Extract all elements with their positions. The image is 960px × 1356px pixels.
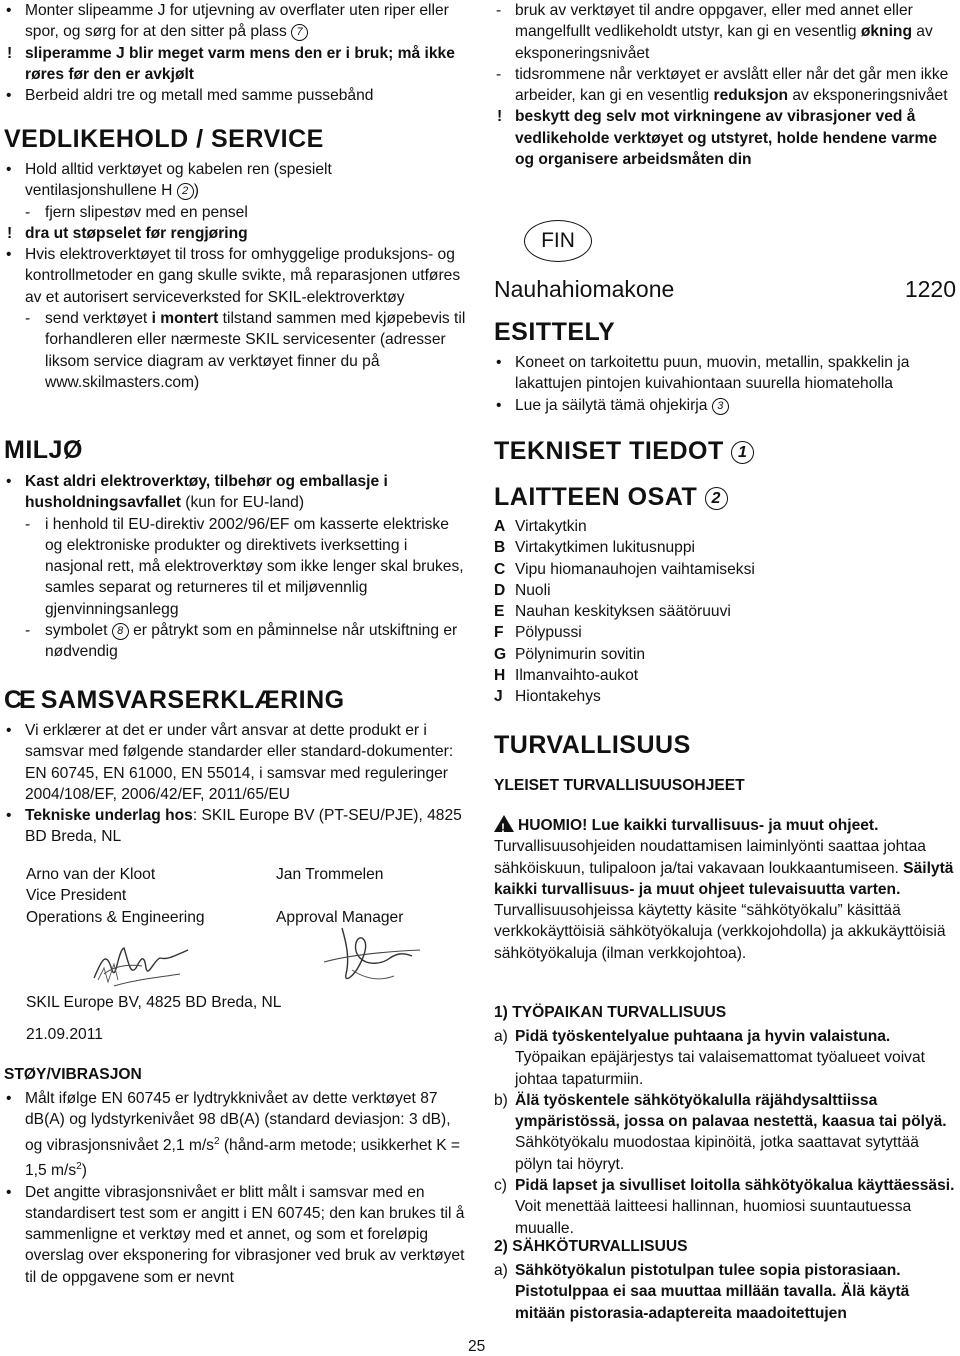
list-item: - i henhold til EU-direktiv 2002/96/EF om kasserte elektriske og elektroniske produkter og direktivets iverksetting i nasjonal rett, må elektroverktøy som ikke lenger skal brukes, samles separat og returneres til et miljøvennlig gjenvinningsanlegg xyxy=(25,515,464,618)
section-heading-safety: TURVALLISUUS xyxy=(494,731,691,759)
list-item: a) Sähkötyökalun pistotulpan tulee sopia pistorasiaan. Pistotulppaa ei saa muuttaa millään tavalla. Älä käytä mitään pistorasia-adaptereita maadoitettujen xyxy=(494,1262,910,1322)
warning-item: ! sliperamme J blir meget varm mens den er i bruk; må ikke røres før den er avkjølt xyxy=(7,44,455,83)
part-item: C Vipu hiomanauhojen vaihtamiseksi xyxy=(494,560,755,578)
list-item: - tidsrommene når verktøyet er avslått eller når det går men ikke arbeider, kan gi en vesentlig reduksjon av eksponeringsnivået xyxy=(496,65,949,105)
subheading-electrical: 2) SÄHKÖTURVALLISUUS xyxy=(494,1238,688,1255)
part-item: B Virtakytkimen lukitusnuppi xyxy=(494,539,695,557)
part-item: F Pölypussi xyxy=(494,624,582,642)
list-item: • Hvis elektroverktøyet til tross for omhyggelige produksjons- og kontrollmetoder en gang skulle svikte, må reparasjonen utføres av et autorisert serviceverksted for SKIL-elektroverktøy xyxy=(4,244,466,308)
subheading-work-area: 1) TYÖPAIKAN TURVALLISUUS xyxy=(494,1004,727,1021)
product-title-row xyxy=(494,276,956,303)
signatory-2: Jan Trommelen Approval Manager xyxy=(276,866,404,926)
warning-triangle-icon xyxy=(494,815,514,832)
section-heading-tech: TEKNISET TIEDOT 1 xyxy=(494,437,754,466)
list-item: • Koneet on tarkoitettu puun, muovin, metallin, spakkelin ja lakattujen pintojen kuivahiontaan suurella hiomateholla xyxy=(494,352,956,395)
part-item: E Nauhan keskityksen säätöruuvi xyxy=(494,603,731,621)
section-heading-declaration: CE SAMSVARSERKLÆRING xyxy=(4,686,345,714)
signature-2 xyxy=(316,922,426,992)
safety-warning-paragraph: !HUOMIO! Lue kaikki turvallisuus- ja muut ohjeet. Turvallisuusohjeiden noudattamisen laiminlyönti saattaa johtaa sähköiskuun, tulipaloon ja/tai vakavaan loukkaantumiseen. Säilytä kaikki turvallisuus- ja muut ohjeet tulevaisuutta varten. Turvallisuusohjeissa käytetty käsite “sähkötyökalu” käsittää verkkokäyttöisiä sähkötyökaluja (verkkojohdolla) ja akkukäyttöisiä sähkötyökaluja (ilman verkkojohtoa). xyxy=(494,815,956,964)
warning-item: ! beskytt deg selv mot virkningene av vibrasjoner ved å vedlikeholde verktøyet og utstyret, holde hendene varme og organisere arbeidsmåten din xyxy=(497,108,938,169)
product-title: Nauhahiomakone xyxy=(494,276,675,302)
section-heading-intro: ESITTELY xyxy=(494,318,616,346)
list-item: a) Pidä työskentelyalue puhtaana ja hyvin valaistuna. Työpaikan epäjärjestys tai valaisemattomat työalueet voivat johtaa tapaturmiin. xyxy=(494,1028,925,1088)
list-item: • Berbeid aldri tre og metall med samme pussebånd xyxy=(4,85,466,106)
warning-item: ! dra ut støpselet før rengjøring xyxy=(7,224,248,242)
list-item: • Tekniske underlag hos: SKIL Europe BV (PT-SEU/PJE), 4825 BD Breda, NL xyxy=(4,805,466,848)
list-item: • Kast aldri elektroverktøy, tilbehør og emballasje i husholdningsavfallet (kun for EU-land) xyxy=(4,471,466,514)
company-address: SKIL Europe BV, 4825 BD Breda, NL xyxy=(26,994,282,1011)
list-item: - send verktøyet i montert tilstand sammen med kjøpebevis til forhandleren eller nærmeste SKIL servicesenter (adresser liksom service diagram av verktøyet finner du på www.skilmasters.com) xyxy=(25,310,466,391)
list-item: • Monter slipeamme J for utjevning av overflater uten riper eller spor, og sørg for at den sitter på plass 7 xyxy=(4,0,466,43)
language-badge: FIN xyxy=(524,220,592,262)
part-item: D Nuoli xyxy=(494,581,551,599)
list-item: - fjern slipestøv med en pensel xyxy=(25,203,248,221)
list-item: - symbolet 8 er påtrykt som en påminnelse når utskiftning er nødvendig xyxy=(25,622,458,661)
list-item: b) Älä työskentele sähkötyökalulla räjähdysalttiissa ympäristössä, jossa on palavaa nestettä, kaasua tai pölyä. Sähkötyökalu muodostaa kipinöitä, jotka saattavat sytyttää pölyn tai höyryt. xyxy=(494,1091,947,1173)
section-heading-parts: LAITTEEN OSAT 2 xyxy=(494,483,728,512)
page-number: 25 xyxy=(468,1338,486,1355)
signature-1 xyxy=(84,930,194,992)
part-item: G Pölynimurin sovitin xyxy=(494,645,645,663)
list-item: • Lue ja säilytä tämä ohjekirja 3 xyxy=(494,395,956,416)
ce-mark: CE xyxy=(4,686,33,714)
ref-circle: 7 xyxy=(291,24,308,41)
subheading-general-safety: YLEISET TURVALLISUUSOHJEET xyxy=(494,777,745,794)
list-item: • Det angitte vibrasjonsnivået er blitt målt i samsvar med en standardisert test som er angitt i EN 60745; den kan brukes til å sammenligne et verktøy med et annet, og som et foreløpig overslag over eksponering for vibrasjoner ved bruk av verktøyet til de oppgavene som er nevnt xyxy=(4,1182,466,1288)
list-item: - bruk av verktøyet til andre oppgaver, eller med annet eller mangelfullt vedlikeholdt utstyr, kan gi en vesentlig økning av eksponeringsnivået xyxy=(496,2,933,62)
product-number: 1220 xyxy=(904,276,956,302)
part-item: H Ilmanvaihto-aukot xyxy=(494,667,639,685)
part-item: A Virtakytkin xyxy=(494,518,587,535)
parts-list xyxy=(494,516,956,708)
part-item: J Hiontakehys xyxy=(494,688,601,706)
list-item: • Hold alltid verktøyet og kabelen ren (spesielt ventilasjonshullene H 2 ) xyxy=(4,159,466,202)
signatory-1: Arno van der Kloot Vice President Operations & Engineering xyxy=(26,866,205,926)
section-heading-service: VEDLIKEHOLD / SERVICE xyxy=(4,125,324,153)
list-item: c) Pidä lapset ja sivulliset loitolla sähkötyökalua käyttäessäsi. Voit menettää laitteesi hallinnan, huomiosi suuntautuessa muualle. xyxy=(494,1177,955,1237)
section-heading-noise: STØY/VIBRASJON xyxy=(4,1066,142,1083)
list-item: • Målt ifølge EN 60745 er lydtrykknivået av dette verktøyet 87 dB(A) og lydstyrkenivået 98 dB(A) (standard deviasjon: 3 dB), og vibrasjonsnivået 2,1 $m/s^2$ (hånd-arm metode; usikkerhet K = 1,5 $m/s^2$) xyxy=(4,1088,466,1182)
list-item: • Vi erklærer at det er under vårt ansvar at dette produkt er i samsvar med følgende standarder eller standard-dokumenter: EN 60745, EN 61000, EN 55014, i samsvar med reguleringer 2004/108/EF, 2006/42/EF, 2011/65/EU xyxy=(4,720,466,805)
signature-date: 21.09.2011 xyxy=(26,1026,103,1043)
section-heading-environment: MILJØ xyxy=(4,436,83,464)
